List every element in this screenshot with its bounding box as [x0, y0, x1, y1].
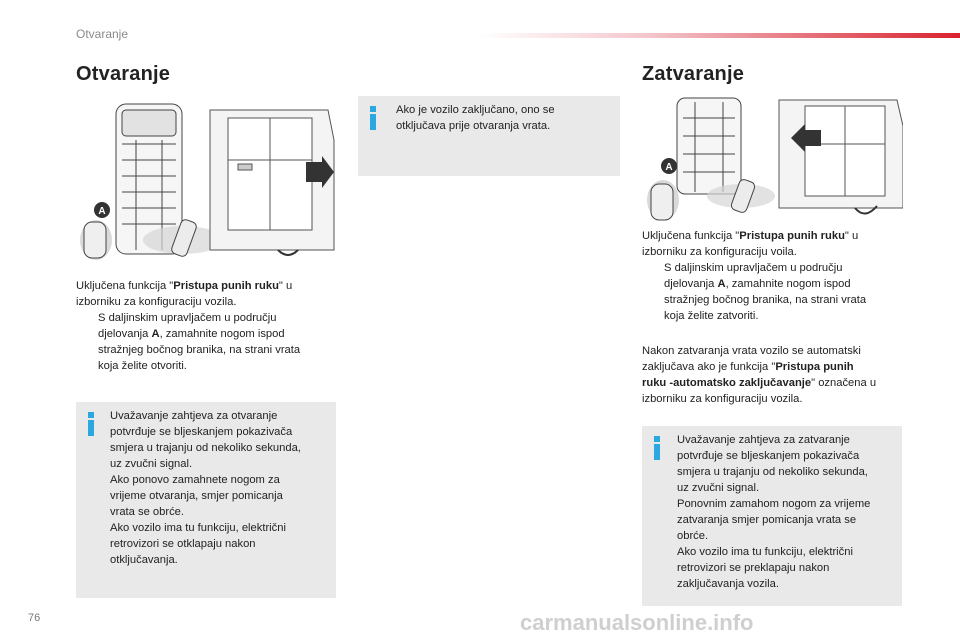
function-name: Pristupa punih [775, 361, 854, 373]
text-segment: " u [278, 280, 293, 292]
svg-text:A: A [665, 162, 673, 173]
text-segment: " u [844, 230, 859, 242]
zone-label: A [717, 278, 726, 290]
info-icon [654, 436, 660, 460]
text-line: S daljinskim upravljačem u području [98, 312, 277, 324]
page-number: 76 [28, 612, 41, 624]
van-side-view [779, 100, 903, 208]
closing-illustration [645, 96, 903, 228]
watermark: carmanualsonline.info [520, 610, 754, 635]
zone-label: A [151, 328, 160, 340]
bullet-glyph-icon [76, 310, 98, 374]
closing-instructions [642, 228, 904, 324]
function-name: Pristupa punih ruku [173, 280, 279, 292]
unlock-info-box [358, 96, 620, 176]
text-segment: " označena u [811, 377, 877, 389]
remote-key-icon [84, 222, 106, 258]
svg-text:A: A [98, 206, 106, 217]
function-name: Pristupa punih ruku [739, 230, 845, 242]
text-line: izborniku za konfiguraciju voila. [642, 246, 797, 258]
opening-instructions [76, 278, 338, 374]
text-segment: , zamahnite nogom ispod [725, 278, 851, 290]
text-segment: djelovanja [664, 278, 718, 290]
bullet-item [76, 310, 338, 374]
info-icon [88, 412, 94, 436]
opening-illustration [78, 100, 336, 265]
info-text: Uvažavanje zahtjeva za otvaranje potvrđuje se bljeskanjem pokazivača smjera u trajanju od nekoliko sekunda, uz zvučni signal. Ako ponovo zamahnete nogom za vrijeme otvaranja, smjer pomicanja vrata se obrće. Ako vozilo ima tu funkciju, električni retrovizori se otklapaju nakon otključavanja. [110, 410, 301, 566]
text-line: stražnjeg bočnog branika, na strani vrata [664, 294, 867, 306]
closing-title: Zatvaranje [642, 63, 745, 85]
section-header-label: Otvaranje [76, 27, 129, 41]
header-accent-rule [480, 33, 960, 38]
bullet-glyph-icon [642, 260, 664, 324]
info-icon [370, 106, 376, 130]
text-segment: Uključena funkcija " [76, 280, 174, 292]
text-line: koja želite zatvoriti. [664, 310, 759, 322]
bullet-item [642, 260, 904, 324]
info-text: Ako je vozilo zaključano, ono se otključava prije otvaranja vrata. [396, 104, 555, 132]
auto-lock-paragraph [642, 343, 910, 407]
van-top-view [677, 98, 741, 194]
text-segment: Uključena funkcija " [642, 230, 740, 242]
text-line: izborniku za konfiguraciju vozila. [76, 296, 237, 308]
opening-info-box [76, 402, 336, 598]
text-line: S daljinskim upravljačem u području [664, 262, 843, 274]
text-segment: , zamahnite nogom ispod [159, 328, 285, 340]
foot-swing-icon [278, 250, 298, 255]
text-line: koja želite otvoriti. [98, 360, 187, 372]
opening-title: Otvaranje [76, 63, 171, 85]
info-text: Uvažavanje zahtjeva za zatvaranje potvrđuje se bljeskanjem pokazivača smjera u trajanju od nekoliko sekunda, uz zvučni signal. Ponovnim zamahom nogom za vrijeme zatvaranja smjer pomicanja vrata se obrće. Ako vozilo ima tu funkciju, električni retrovizori se preklapaju nakon zaključavanja vozila. [677, 434, 871, 590]
text-line: Nakon zatvaranja vrata vozilo se automatski [642, 345, 861, 357]
closing-info-box [642, 426, 902, 606]
text-segment: zaključava ako je funkcija " [642, 361, 776, 373]
function-name: ruku -automatsko zaključavanje [642, 377, 812, 389]
text-segment: djelovanja [98, 328, 152, 340]
remote-key-icon [651, 184, 673, 220]
text-line: izborniku za konfiguraciju vozila. [642, 393, 803, 405]
text-line: stražnjeg bočnog branika, na strani vrata [98, 344, 301, 356]
